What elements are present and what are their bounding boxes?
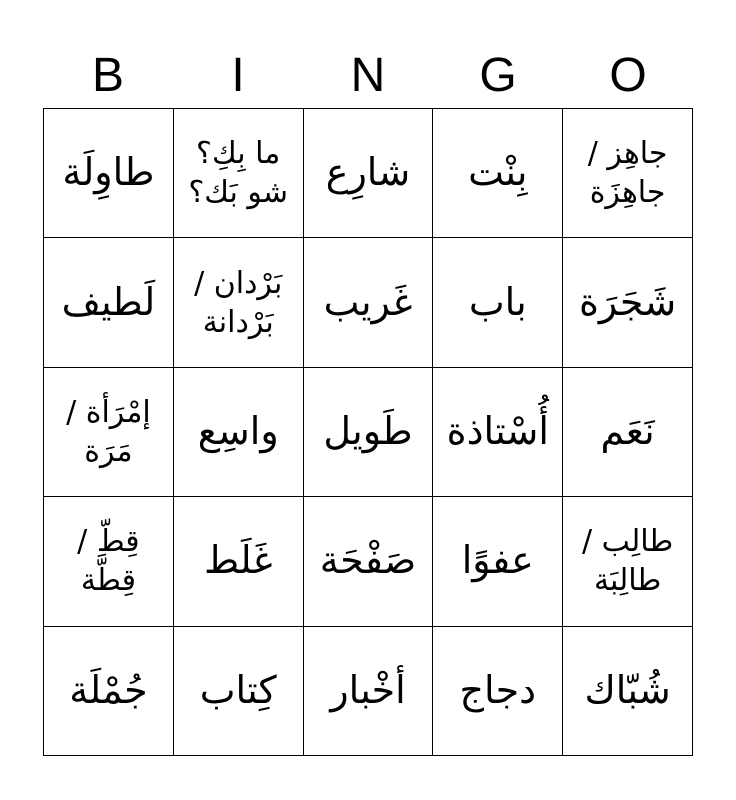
- cell-text: عفوًا: [461, 538, 534, 583]
- bingo-cell[interactable]: [174, 109, 304, 238]
- bingo-cell[interactable]: [174, 368, 304, 497]
- cell-text: أخْبار: [330, 667, 406, 712]
- bingo-cell[interactable]: [563, 368, 693, 497]
- bingo-cell[interactable]: [433, 627, 563, 756]
- bingo-cell[interactable]: [174, 238, 304, 367]
- bingo-cell[interactable]: [433, 497, 563, 626]
- bingo-cell[interactable]: [433, 109, 563, 238]
- bingo-cell[interactable]: [44, 627, 174, 756]
- cell-text: كِتاب: [199, 667, 277, 712]
- header-letter-b: B: [91, 49, 124, 102]
- cell-text: قِطّ / قِطَّة: [77, 524, 140, 599]
- cell-text: شَجَرَة: [578, 279, 677, 324]
- bingo-board: [43, 108, 693, 756]
- bingo-cell[interactable]: [563, 627, 693, 756]
- cell-text: إمْرَأة / مَرَة: [66, 394, 151, 469]
- cell-text: شارِع: [325, 150, 411, 195]
- bingo-cell[interactable]: [433, 368, 563, 497]
- header-letter-i: I: [231, 49, 245, 102]
- bingo-cell[interactable]: [174, 627, 304, 756]
- header-letter-o: O: [609, 49, 647, 102]
- bingo-cell[interactable]: [304, 368, 434, 497]
- cell-text: أُسْتاذة: [446, 409, 549, 454]
- bingo-cell[interactable]: [563, 109, 693, 238]
- bingo-cell[interactable]: [304, 497, 434, 626]
- cell-text: بَرْدان / بَرْدانة: [194, 265, 283, 340]
- bingo-cell[interactable]: [44, 238, 174, 367]
- bingo-cell[interactable]: [44, 368, 174, 497]
- cell-text: ما بِكِ؟ شو بَك؟: [188, 136, 289, 211]
- cell-text: طَويل: [323, 409, 413, 454]
- bingo-header: [43, 48, 693, 104]
- bingo-cell[interactable]: [44, 109, 174, 238]
- bingo-cell[interactable]: [563, 497, 693, 626]
- cell-text: غَريب: [323, 279, 413, 324]
- bingo-cell[interactable]: [304, 627, 434, 756]
- header-letter-n: N: [350, 49, 386, 102]
- cell-text: صَفْحَة: [319, 538, 417, 583]
- cell-text: واسِع: [197, 409, 279, 454]
- bingo-cell[interactable]: [174, 497, 304, 626]
- cell-text: طالِب / طالِبَة: [581, 524, 674, 599]
- cell-text: دجاج: [459, 667, 537, 712]
- bingo-cell[interactable]: [44, 497, 174, 626]
- cell-text: غَلَط: [203, 538, 273, 583]
- cell-text: جُمْلَة: [69, 667, 148, 712]
- cell-text: شُبّاك: [584, 667, 671, 712]
- bingo-cell[interactable]: [563, 238, 693, 367]
- bingo-cell[interactable]: [304, 109, 434, 238]
- cell-text: نَعَم: [600, 409, 655, 454]
- cell-text: لَطيف: [61, 279, 156, 324]
- cell-text: طاوِلَة: [62, 150, 155, 195]
- cell-text: جاهِز / جاهِزَة: [587, 136, 668, 211]
- cell-text: بِنْت: [468, 150, 528, 195]
- cell-text: باب: [468, 279, 527, 324]
- bingo-cell[interactable]: [304, 238, 434, 367]
- bingo-cell[interactable]: [433, 238, 563, 367]
- header-letter-g: G: [479, 49, 517, 102]
